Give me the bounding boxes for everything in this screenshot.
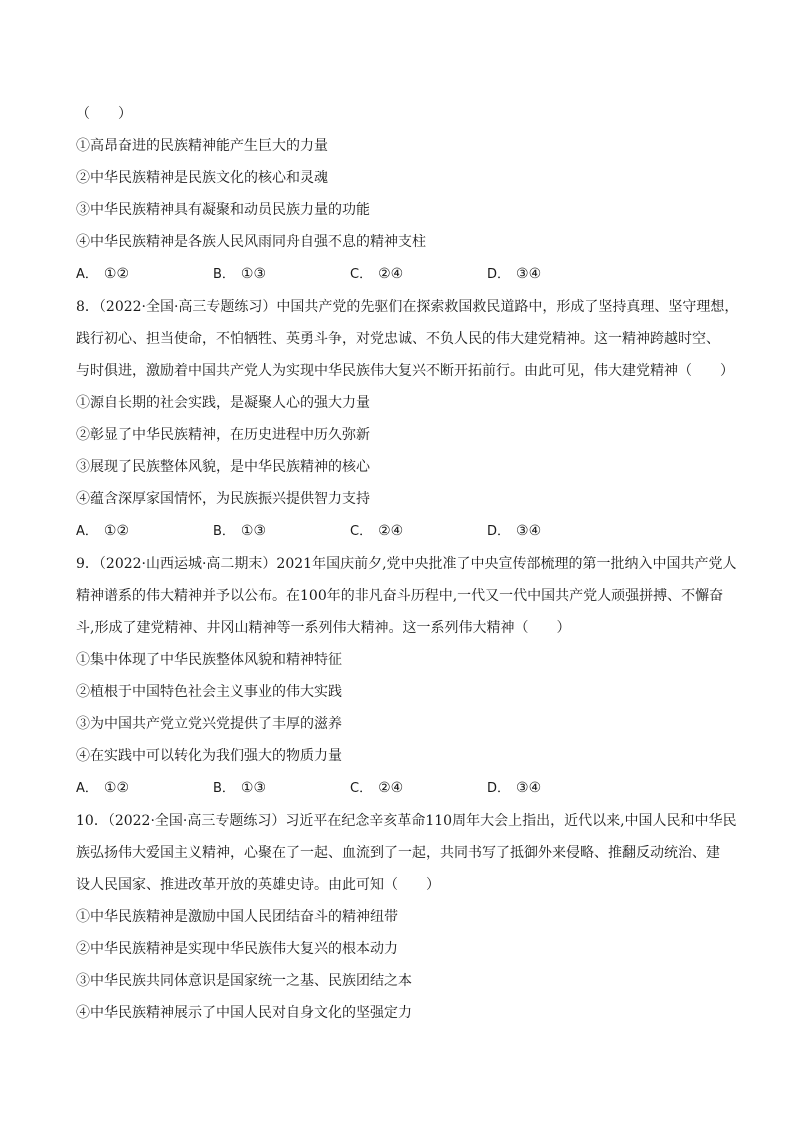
q8-statement-3: ③展现了民族整体风貌，是中华民族精神的核心: [76, 459, 370, 475]
option-text: ②④: [378, 523, 404, 539]
q10-stem-line-2: 族弘扬伟大爱国主义精神，心聚在了一起、血流到了一起，共同书写了抵御外来侵略、推翻反动统治、建: [76, 845, 720, 861]
q10-stem-line-1: 10．（2022·全国·高三专题练习）习近平在纪念辛亥革命110周年大会上指出，近代以来,中国人民和中华民: [76, 813, 737, 829]
q9-option-c[interactable]: [350, 772, 487, 805]
q9-statement-1: ①集中体现了中华民族整体风貌和精神特征: [76, 652, 342, 668]
option-key: C．: [350, 781, 373, 796]
q8-stem-line-3: 与时俱进，激励着中国共产党人为实现中华民族伟大复兴不断开拓前行。由此可见，伟大建党精神（ ）: [76, 363, 734, 379]
q10-statement-3: ③中华民族共同体意识是国家统一之基、民族团结之本: [76, 973, 412, 989]
option-key: A．: [76, 781, 98, 796]
option-key: D．: [487, 524, 511, 539]
option-text: ①②: [103, 780, 130, 796]
q8-option-b[interactable]: [213, 515, 350, 548]
q10-statement-4: ④中华民族精神展示了中国人民对自身文化的坚强定力: [76, 1005, 412, 1021]
q8-statement-1: ①源自长期的社会实践，是凝聚人心的强大力量: [76, 395, 370, 411]
q7-options: [76, 258, 736, 291]
q7-statement-1: ①高昂奋进的民族精神能产生巨大的力量: [76, 138, 328, 154]
option-text: ①③: [240, 780, 267, 796]
q10-statement-1: ①中华民族精神是激励中国人民团结奋斗的精神纽带: [76, 909, 398, 925]
q8-option-d[interactable]: [487, 515, 624, 548]
question-content: [76, 98, 739, 1029]
q9-statement-2: ②植根于中国特色社会主义事业的伟大实践: [76, 684, 342, 700]
option-key: D．: [487, 267, 511, 282]
q10-statement-2: ②中华民族精神是实现中华民族伟大复兴的根本动力: [76, 941, 398, 957]
q9-option-b[interactable]: [213, 772, 350, 805]
option-text: ①②: [103, 266, 130, 282]
q9-stem-line-2: 精神谱系的伟大精神并予以公布。在100年的非凡奋斗历程中,一代又一代中国共产党人顽强拼搏、不懈奋: [76, 588, 724, 604]
q8-option-c[interactable]: [350, 515, 487, 548]
option-key: A．: [76, 267, 98, 282]
q9-options: [76, 772, 736, 805]
q9-stem-line-1: 9．（2022·山西运城·高二期末）2021年国庆前夕,党中央批准了中央宣传部梳理的第一批纳入中国共产党人: [76, 556, 737, 572]
q9-statement-4: ④在实践中可以转化为我们强大的物质力量: [76, 748, 342, 764]
option-key: C．: [350, 267, 373, 282]
q9-option-a[interactable]: [76, 772, 213, 805]
option-text: ①②: [103, 523, 130, 539]
option-key: B．: [213, 267, 235, 282]
option-text: ①③: [240, 266, 267, 282]
q7-option-d[interactable]: [487, 258, 624, 291]
q8-stem-line-1: 8．（2022·全国·高三专题练习）中国共产党的先驱们在探索救国救民道路中，形成了坚持真理、坚守理想，: [76, 299, 739, 315]
option-text: ②④: [378, 780, 404, 796]
q8-statement-2: ②彰显了中华民族精神，在历史进程中历久弥新: [76, 427, 370, 443]
q7-answer-blank: （ ）: [76, 106, 132, 122]
q8-statement-4: ④蕴含深厚家国情怀，为民族振兴提供智力支持: [76, 491, 370, 507]
option-text: ③④: [516, 780, 542, 796]
q7-statement-2: ②中华民族精神是民族文化的核心和灵魂: [76, 170, 328, 186]
q7-option-a[interactable]: [76, 258, 213, 291]
option-text: ①③: [240, 523, 267, 539]
q9-option-d[interactable]: [487, 772, 624, 805]
option-text: ③④: [516, 266, 542, 282]
q8-stem-line-2: 践行初心、担当使命，不怕牺牲、英勇斗争，对党忠诚、不负人民的伟大建党精神。这一精神跨越时空、: [76, 331, 720, 347]
q8-options: [76, 515, 736, 548]
option-key: D．: [487, 781, 511, 796]
q7-option-c[interactable]: [350, 258, 487, 291]
option-key: C．: [350, 524, 373, 539]
option-text: ③④: [516, 523, 542, 539]
option-key: B．: [213, 524, 235, 539]
q7-statement-3: ③中华民族精神具有凝聚和动员民族力量的功能: [76, 202, 370, 218]
q10-stem-line-3: 设人民国家、推进改革开放的英雄史诗。由此可知（ ）: [76, 877, 440, 893]
q7-option-b[interactable]: [213, 258, 350, 291]
q7-statement-4: ④中华民族精神是各族人民风雨同舟自强不息的精神支柱: [76, 234, 426, 250]
q9-stem-line-3: 斗,形成了建党精神、井冈山精神等一系列伟大精神。这一系列伟大精神（ ）: [76, 620, 571, 636]
q8-option-a[interactable]: [76, 515, 213, 548]
option-key: A．: [76, 524, 98, 539]
option-text: ②④: [378, 266, 404, 282]
option-key: B．: [213, 781, 235, 796]
q9-statement-3: ③为中国共产党立党兴党提供了丰厚的滋养: [76, 716, 342, 732]
